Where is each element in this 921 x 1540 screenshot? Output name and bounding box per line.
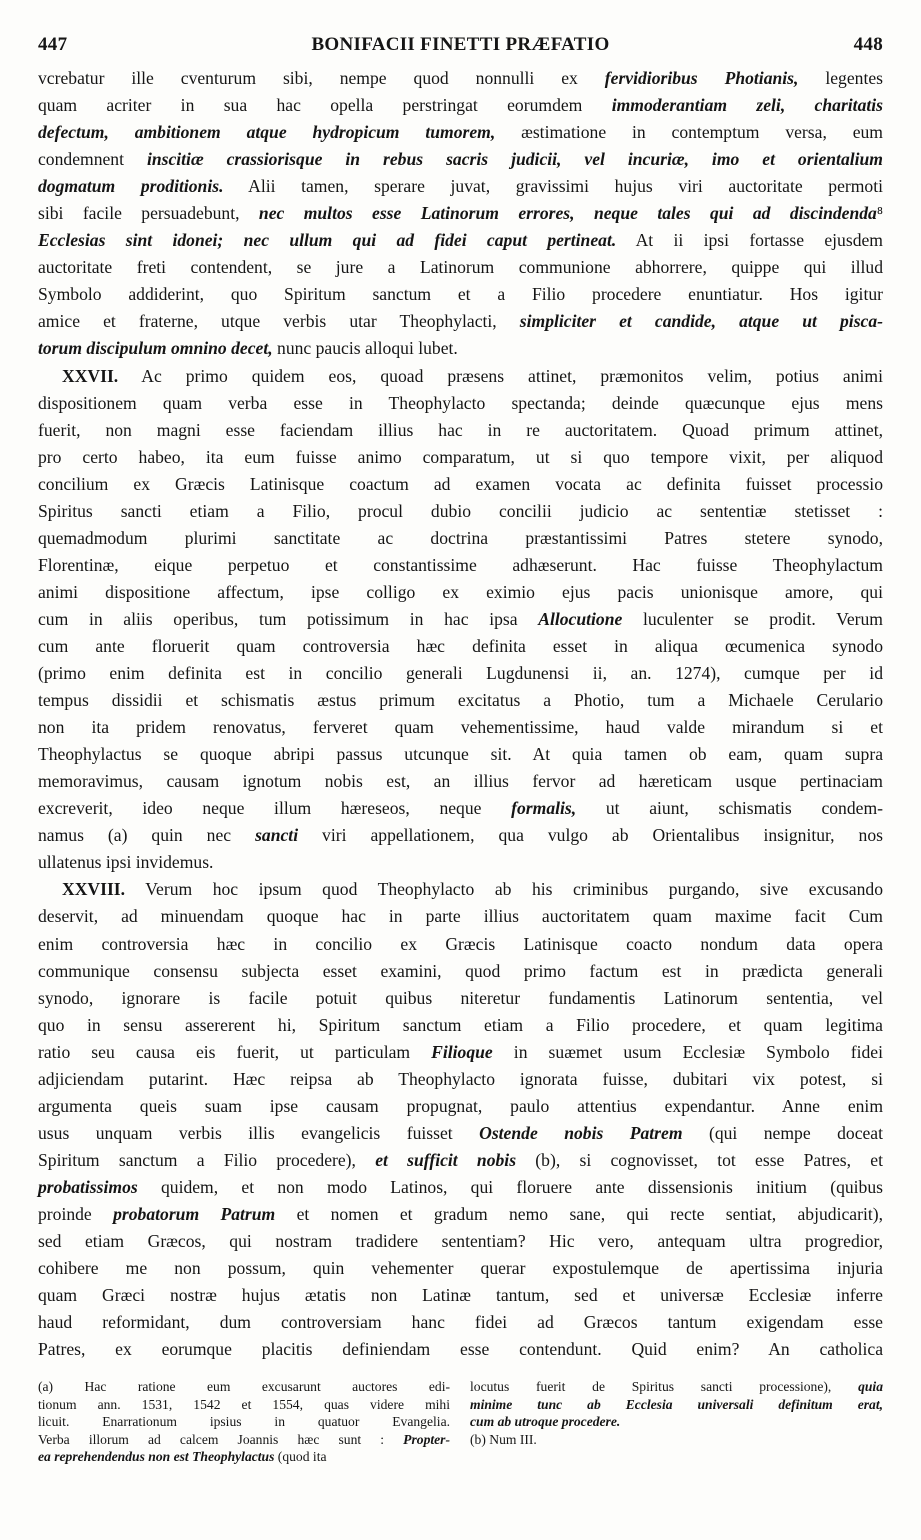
footnote-column-left	[38, 1378, 450, 1466]
text-run: Verba illorum ad calcem Joannis hæc sunt :	[38, 1431, 404, 1447]
text-run: quemadmodum plurimi sanctitate ac doctrina præstantissimi Patres stetere synodo,	[38, 527, 883, 548]
text-line	[38, 146, 883, 173]
text-run: concilium ex Græcis Latinisque coactum ad examen vocata ac definita fuisset processio	[38, 473, 883, 494]
text-run: ut aiunt, schismatis condem-	[576, 798, 884, 819]
text-line	[38, 687, 883, 714]
text-run: memoravimus, causam ignotum nobis est, an illius fervor ad hæreticam usque pertinaciam	[38, 771, 883, 792]
text-run: (b), si cognovisset, tot esse Patres, et	[516, 1149, 883, 1170]
text-run: cohibere me non possum, quin vehementer querar expostulemque de apertissima injuria	[38, 1258, 883, 1279]
text-run: tempus dissidii et schismatis æstus primum excitatus a Photio, tum a Michaele Cerulario	[38, 690, 883, 711]
text-run: viri appellationem, qua vulgo ab Orientalibus insignitur, nos	[298, 825, 883, 846]
text-run: non ita pridem renovatus, ferveret quam vehementissime, haud valde mirandum si et	[38, 717, 883, 738]
text-line	[38, 985, 883, 1012]
text-run: proinde	[38, 1203, 114, 1224]
text-run: Theophylactus se quoque abripi passus utcunque sit. At quia tamen ob eam, quam supra	[38, 744, 883, 765]
text-line	[38, 633, 883, 660]
text-line	[38, 525, 883, 552]
section-number: XXVII.	[62, 365, 119, 386]
footnote-line	[38, 1378, 450, 1396]
text-line	[38, 417, 883, 444]
text-line	[38, 498, 883, 525]
text-run: vcrebatur ille cventurum sibi, nempe quod nonnulli ex	[38, 68, 605, 88]
text-run: At ii ipsi fortasse ejusdem	[616, 230, 883, 251]
text-run: Verum hoc ipsum quod Theophylacto ab his criminibus purgando, sive excusando	[125, 879, 883, 900]
text-line	[38, 958, 883, 985]
text-line	[38, 1012, 883, 1039]
italic-text: defectum, ambitionem atque hydropicum tumorem,	[38, 122, 496, 143]
text-run: (b) Num III.	[470, 1431, 537, 1447]
text-line	[38, 552, 883, 579]
text-line	[38, 660, 883, 687]
text-run: ⁸	[876, 203, 883, 224]
text-line	[38, 65, 883, 92]
footnote-line	[470, 1378, 883, 1396]
text-run: fuerit, non magni esse faciendam illius hac in re auctoritatem. Quoad primum attinet,	[38, 419, 883, 440]
text-run: adjiciendam putarint. Hæc reipsa ab Theophylacto ignorata fuisse, dubitari vix potest, si	[38, 1068, 883, 1089]
italic-text: Filioque	[431, 1041, 493, 1062]
text-run: Alii tamen, sperare juvat, gravissimi hujus viri auctoritate permoti	[223, 176, 883, 197]
italic-text: Ostende nobis Patrem	[479, 1122, 683, 1143]
text-line	[38, 931, 883, 958]
text-line	[38, 876, 883, 903]
text-line	[38, 1282, 883, 1309]
text-line	[38, 606, 883, 633]
text-run: ratio seu causa eis fuerit, ut particulam	[38, 1041, 432, 1062]
footnote-line	[470, 1431, 883, 1449]
text-run: enim controversia hæc in concilio ex Græcis Latinisque coacto nondum data opera	[38, 933, 883, 954]
text-run: ullatenus ipsi invidemus.	[38, 852, 214, 873]
text-run: Symbolo addiderint, quo Spiritum sanctum et a Filio procedere enuntiatur. Hos igitur	[38, 284, 883, 305]
text-run: in suæmet usum Ecclesiæ Symbolo fidei	[492, 1041, 884, 1062]
italic-text: dogmatum proditionis.	[38, 176, 224, 197]
text-line	[38, 308, 883, 335]
text-run: (qui nempe doceat	[682, 1122, 884, 1143]
text-run: sed etiam Græcos, qui nostram tradidere sententiam? Hic vero, antequam ultra progredior,	[38, 1231, 883, 1252]
text-run: auctoritate freti contendent, se jure a Latinorum communione abhorrere, quippe qui illud	[38, 257, 883, 278]
text-line	[38, 1039, 883, 1066]
italic-text: fervidioribus Photianis,	[604, 68, 799, 88]
text-line	[38, 1336, 883, 1363]
italic-text: sancti	[255, 825, 299, 846]
text-line	[38, 768, 883, 795]
text-run: Spiritum sanctum a Filio procedere),	[38, 1149, 376, 1170]
footnotes	[38, 1378, 883, 1498]
text-run: cum ante floruerit quam controversia hæc definita esset in aliqua œcumenica synodo	[38, 635, 883, 656]
text-line	[38, 741, 883, 768]
text-run: Patres, ex eorumque placitis definiendam esse contendunt. Quid enim? An catholica	[38, 1339, 883, 1360]
italic-text: ea reprehendendus non est Theophylactus	[38, 1449, 275, 1465]
text-line	[38, 1147, 883, 1174]
text-run: condemnent	[38, 149, 147, 170]
text-line	[38, 849, 883, 876]
page-number-right: 448	[853, 34, 883, 55]
text-run: pro certo habeo, ita eum fuisse animo comparatum, ut si quo tempore vixit, per aliquod	[38, 446, 883, 467]
italic-text: minime tunc ab Ecclesia universali definitum erat,	[470, 1396, 883, 1412]
text-run: sibi facile persuadebunt,	[38, 203, 259, 224]
page-number-left: 447	[38, 34, 68, 55]
text-line	[38, 1066, 883, 1093]
italic-text: et sufficit nobis	[375, 1149, 517, 1170]
text-run: usus unquam verbis illis evangelicis fuisset	[38, 1122, 480, 1143]
italic-text: immoderantiam zeli, charitatis	[611, 95, 883, 116]
text-run: argumenta queis suam ipse causam propugnat, paulo attentius expendantur. Anne enim	[38, 1095, 883, 1116]
text-line	[38, 444, 883, 471]
text-line	[38, 281, 883, 308]
italic-text: inscitiæ crassiorisque in rebus sacris judicii, vel incuriæ, imo et orientalium	[146, 149, 883, 170]
footnote-line	[38, 1413, 450, 1431]
text-line	[38, 390, 883, 417]
text-run: quam Græci nostræ hujus ætatis non Latinæ tantum, sed et universæ Ecclesiæ inferre	[38, 1285, 883, 1306]
page-header	[38, 34, 883, 62]
text-run: Ac primo quidem eos, quoad præsens attinet, præmonitos velim, potius animi	[118, 365, 883, 386]
text-line	[38, 1309, 883, 1336]
text-run: Florentinæ, eique perpetuo et constantissime adhæserunt. Hac fuisse Theophylactum	[38, 554, 883, 575]
text-line	[38, 579, 883, 606]
text-line	[38, 227, 883, 254]
italic-text: cum ab utroque procedere.	[470, 1414, 621, 1430]
text-line	[38, 1120, 883, 1147]
text-run: dispositionem quam verba esse in Theophylacto spectanda; deinde quæcunque ejus mens	[38, 392, 883, 413]
text-line	[38, 200, 883, 227]
text-run: quidem, et non modo Latinos, qui floruere ante dissensionis initium (quibus	[137, 1176, 883, 1197]
text-line	[38, 822, 883, 849]
text-run: animi dispositione affectum, ipse colligo ex eximio ejus pacis unionisque amore, qui	[38, 581, 883, 602]
italic-text: torum discipulum omnino decet,	[38, 338, 273, 359]
text-line	[38, 119, 883, 146]
text-line	[38, 1093, 883, 1120]
text-run: Spiritus sancti etiam a Filio, procul dubio concilii judicio ac sententiæ stetisset :	[38, 500, 883, 521]
italic-text: simpliciter et candide, atque ut pisca-	[519, 311, 883, 332]
text-line	[38, 1174, 883, 1201]
footnote-line	[470, 1396, 883, 1414]
text-line	[38, 335, 883, 362]
text-line	[38, 1255, 883, 1282]
text-line	[38, 1201, 883, 1228]
text-run: (a) Hac ratione eum excusarunt auctores edi-	[38, 1379, 450, 1394]
text-run: namus (a) quin nec	[38, 825, 256, 846]
text-run: quam acriter in sua hac opella perstringat eorumdem	[38, 95, 612, 116]
text-run: (primo enim definita est in concilio generali Lugdunensi ii, an. 1274), cumque per id	[38, 663, 883, 684]
text-run: cum in aliis operibus, tum potissimum in hac ipsa	[38, 608, 539, 629]
text-run: excreverit, ideo neque illum hæreseos, neque	[38, 798, 512, 819]
italic-text: nec multos esse Latinorum errores, neque tales qui ad discindenda	[258, 203, 877, 224]
text-line	[38, 173, 883, 200]
footnote-column-right	[470, 1378, 883, 1448]
text-run: quo in sensu assererent hi, Spiritum sanctum etiam a Filio procedere, et quam legitima	[38, 1014, 883, 1035]
running-title: BONIFACII FINETTI PRÆFATIO	[311, 34, 610, 55]
text-run: (quod ita	[274, 1449, 327, 1465]
text-run: nunc paucis alloqui lubet.	[272, 338, 458, 359]
text-line	[38, 92, 883, 119]
body-text	[38, 65, 883, 1363]
text-run: haud reformidant, dum controversiam hanc fidei ad Græcos tantum exigendam esse	[38, 1312, 883, 1333]
text-line	[38, 714, 883, 741]
text-run: tionum ann. 1531, 1542 et 1554, quas videre mihi	[38, 1396, 450, 1412]
italic-text: Allocutione	[538, 608, 623, 629]
text-line	[38, 471, 883, 498]
text-run: luculenter se prodit. Verum	[622, 608, 883, 629]
text-run: synodo, ignorare is facile potuit quibus niteretur fundamentis Latinorum sententia, vel	[38, 987, 883, 1008]
footnote-line	[38, 1396, 450, 1414]
text-line	[38, 1228, 883, 1255]
italic-text: probatissimos	[38, 1176, 138, 1197]
italic-text: quia	[858, 1379, 883, 1394]
text-run: et nomen et gradum nemo sane, qui recte sentiat, abjudicarit),	[275, 1203, 883, 1224]
text-run: communique consensu subjecta esset examini, quod primo factum est in prædicta generali	[38, 960, 883, 981]
section-number: XXVIII.	[62, 879, 126, 900]
footnote-line	[38, 1431, 450, 1449]
italic-text: probatorum Patrum	[113, 1203, 276, 1224]
text-run: deservit, ad minuendam quoque hac in parte illius auctoritatem quam maxime facit Cum	[38, 906, 883, 927]
footnote-line	[38, 1448, 450, 1466]
italic-text: Ecclesias sint idonei; nec ullum qui ad fidei caput pertineat.	[38, 230, 617, 251]
italic-text: formalis,	[511, 798, 577, 819]
text-run: æstimatione in contemptum versa, eum	[495, 122, 883, 143]
footnote-line	[470, 1413, 883, 1431]
text-line	[38, 903, 883, 930]
text-run: licuit. Enarrationum ipsius in quatuor Evangelia.	[38, 1414, 450, 1430]
text-run: legentes	[798, 68, 884, 88]
text-run: amice et fraterne, utque verbis utar Theophylacti,	[38, 311, 520, 332]
italic-text: Propter-	[403, 1431, 450, 1447]
text-line	[38, 254, 883, 281]
text-line	[38, 363, 883, 390]
text-line	[38, 795, 883, 822]
text-run: locutus fuerit de Spiritus sancti processione),	[470, 1379, 859, 1394]
